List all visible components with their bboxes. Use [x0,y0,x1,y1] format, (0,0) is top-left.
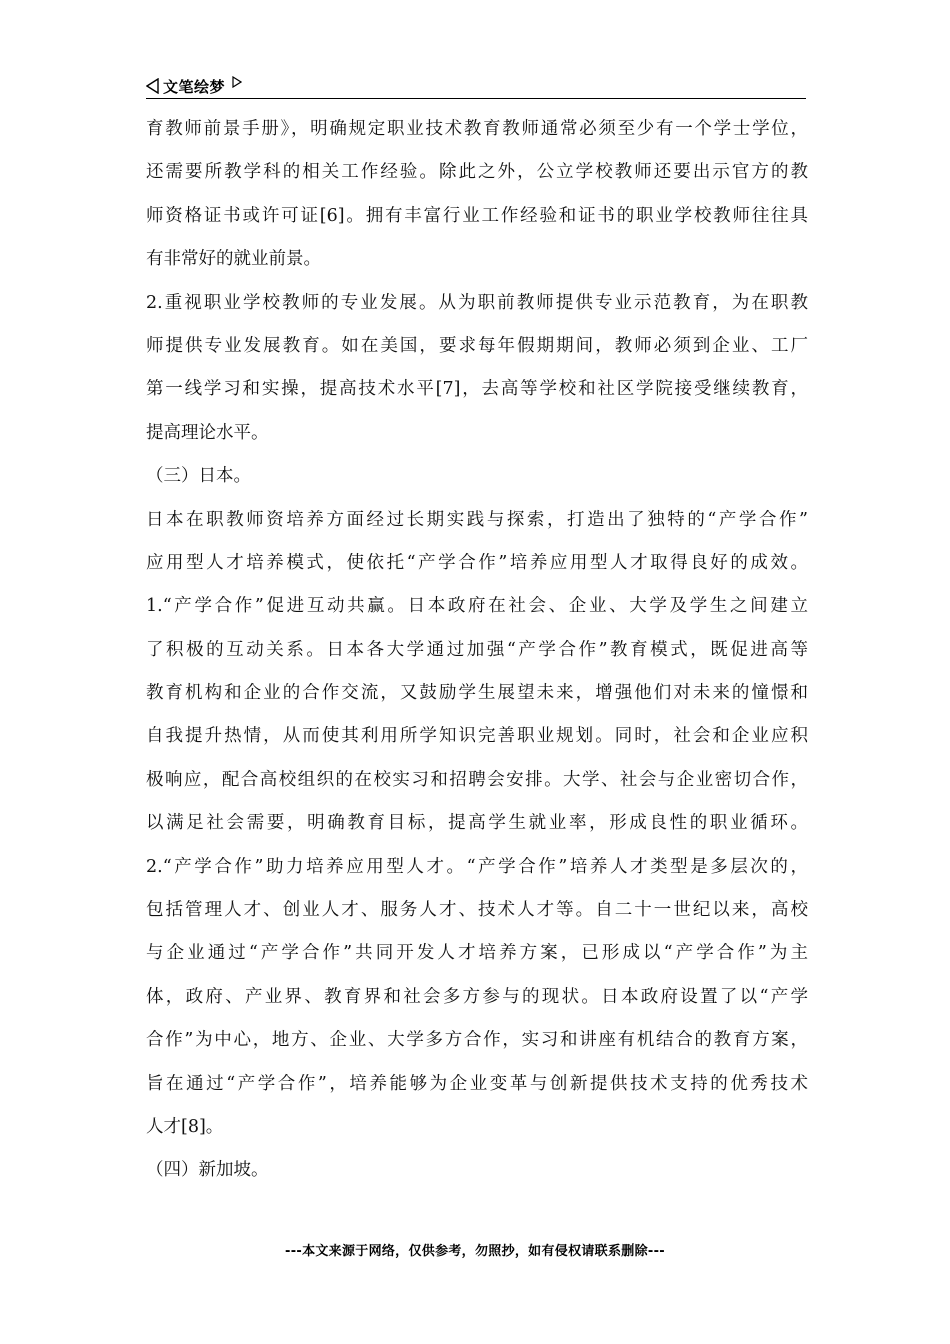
text-line: （四）新加坡。 [146,1160,269,1181]
text-line: 1.“产学合作”促进互动共赢。日本政府在社会、企业、大学及学生之间建立 [146,596,808,617]
text-line: 提高理论水平。 [146,422,269,443]
text-line: 教育机构和企业的合作交流，又鼓励学生展望未来，增强他们对未来的憧憬和 [146,683,808,704]
text-line: 以满足社会需要，明确教育目标，提高学生就业率，形成良性的职业循环。 [146,813,808,834]
text-line: 育教师前景手册》，明确规定职业技术教育教师通常必须至少有一个学士学位， [146,119,808,139]
text-line: 包括管理人才、创业人才、服务人才、技术人才等。自二十一世纪以来，高校 [146,900,808,921]
triangle-left-icon [146,78,159,94]
header-brand: 文笔绘梦 [163,78,226,96]
text-line: 第一线学习和实操，提高技术水平[7]，去高等学校和社区学院接受继续教育， [146,379,808,400]
text-line: 与企业通过“产学合作”共同开发人才培养方案，已形成以“产学合作”为主 [146,943,808,964]
page-footer: ---本文来源于网络，仅供参考，勿照抄，如有侵权请联系删除--- [285,1244,665,1259]
text-line: 2.重视职业学校教师的专业发展。从为职前教师提供专业示范教育，为在职教 [146,292,808,313]
text-line: 师资格证书或许可证[6]。拥有丰富行业工作经验和证书的职业学校教师往往具 [146,205,808,226]
text-line: 还需要所教学科的相关工作经验。除此之外，公立学校教师还要出示官方的教 [146,162,808,183]
text-line: 2.“产学合作”助力培养应用型人才。“产学合作”培养人才类型是多层次的， [146,856,808,877]
text-line: 体，政府、产业界、教育界和社会多方参与的现状。日本政府设置了以“产学 [146,986,808,1007]
text-line: 合作”为中心，地方、企业、大学多方合作，实习和讲座有机结合的教育方案， [146,1030,808,1051]
text-line: 师提供专业发展教育。如在美国，要求每年假期期间，教师必须到企业、工厂 [146,335,808,356]
text-line: 旨在通过“产学合作”，培养能够为企业变革与创新提供技术支持的优秀技术 [146,1073,808,1094]
text-line: 人才[8]。 [146,1116,224,1137]
text-line: 极响应，配合高校组织的在校实习和招聘会安排。大学、社会与企业密切合作， [146,769,808,790]
text-line: 自我提升热情，从而使其利用所学知识完善职业规划。同时，社会和企业应积 [146,726,808,747]
text-line: （三）日本。 [146,466,251,487]
text-line: 了积极的互动关系。日本各大学通过加强“产学合作”教育模式，既促进高等 [146,639,808,660]
page-header [146,74,806,99]
text-line: 有非常好的就业前景。 [146,249,321,270]
text-line: 日本在职教师资培养方面经过长期实践与探索，打造出了独特的“产学合作” [146,509,808,530]
text-line: 应用型人才培养模式，使依托“产学合作”培养应用型人才取得良好的成效。 [146,552,808,573]
document-body [146,108,808,1193]
triangle-right-icon [232,76,242,88]
